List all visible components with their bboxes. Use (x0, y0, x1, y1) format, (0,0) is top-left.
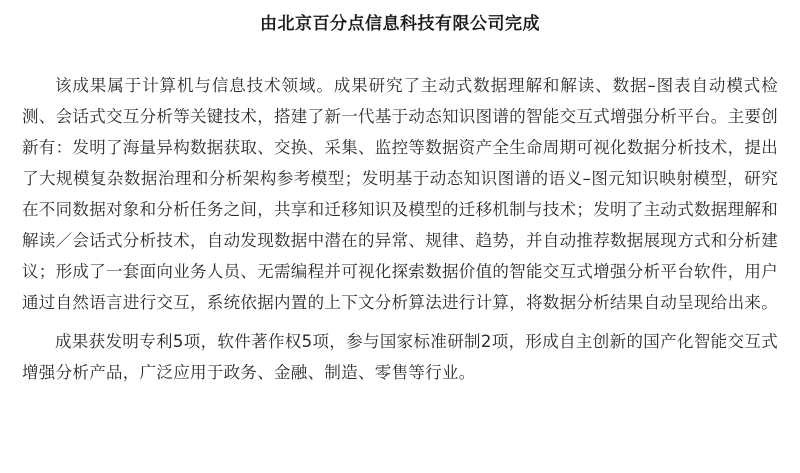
paragraph-achievement-results: 成果获发明专利5项，软件著作权5项，参与国家标准研制2项，形成自主创新的国产化智能交互式增强分析产品，广泛应用于政务、金融、制造、零售等行业。 (22, 332, 778, 382)
document-title: 由北京百分点信息科技有限公司完成 (260, 14, 540, 34)
paragraph-achievement-description: 该成果属于计算机与信息技术领域。成果研究了主动式数据理解和解读、数据–图表自动模式检测、会话式交互分析等关键技术，搭建了新一代基于动态知识图谱的智能交互式增强分析平台。主要创新有：发明了海量异构数据获取、交换、采集、监控等数据资产全生命周期可视化数据分析技术，提出了大规模复杂数据治理和分析架构参考模型；发明基于动态知识图谱的语义–图元知识映射模型，研究在不同数据对象和分析任务之间，共享和迁移知识及模型的迁移机制与技术；发明了主动式数据理解和解读／会话式分析技术，自动发现数据中潜在的异常、规律、趋势，并自动推荐数据展现方式和分析建议；形成了一套面向业务人员、无需编程并可视化探索数据价值的智能交互式增强分析平台软件，用户通过自然语言进行交互，系统依据内置的上下文分析算法进行计算，将数据分析结果自动呈现给出来。 (22, 76, 778, 312)
